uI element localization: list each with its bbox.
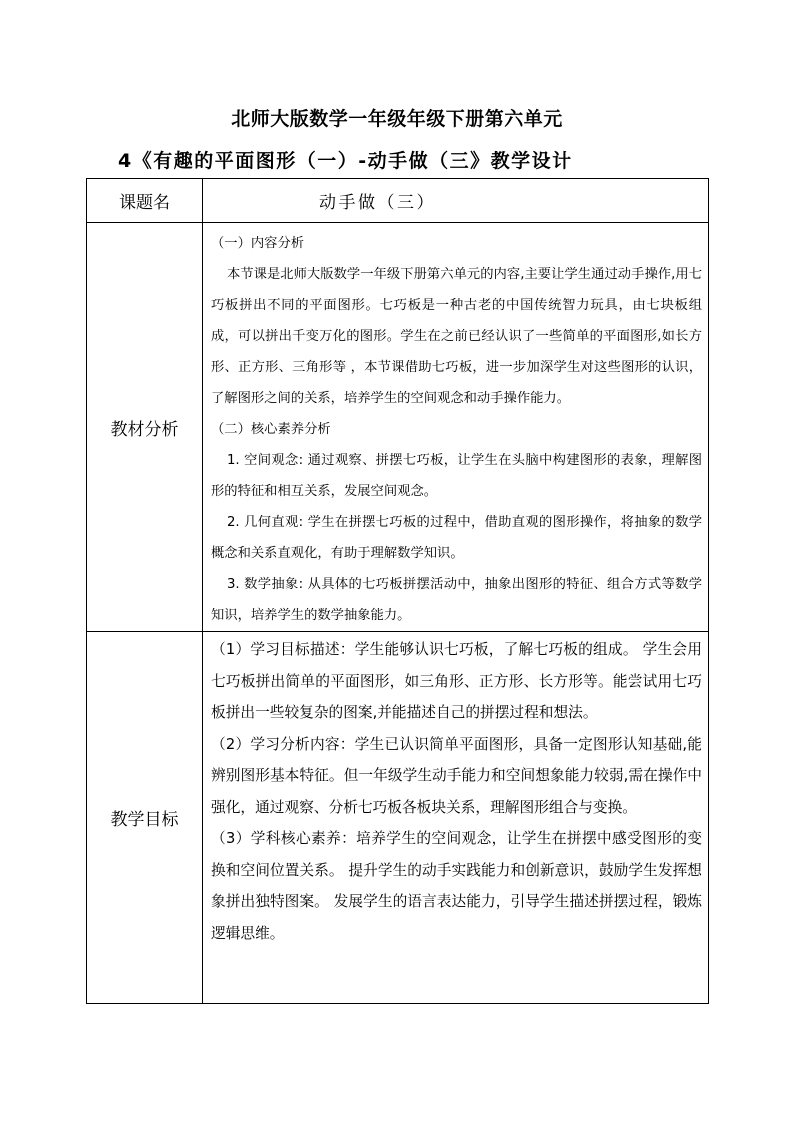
goals-content [203, 632, 709, 1004]
goals-label: 教学目标 [87, 632, 203, 1004]
analysis-content [203, 223, 709, 632]
table-row-analysis [87, 223, 709, 632]
topic-label: 课题名 [87, 179, 203, 223]
table-row-topic [87, 179, 709, 223]
analysis-heading-literacy: （二）核心素养分析 [211, 422, 331, 437]
topic-value: 动手做（三） [203, 179, 709, 223]
analysis-label: 教材分析 [87, 223, 203, 632]
goal-learning-objectives: （1）学习目标描述：学生能够认识七巧板，了解七巧板的组成。 学生会用七巧板拼出简单的平面图形，如三角形、正方形、长方形等。能尝试用七巧板拼出一些较复杂的图案,并能描述自己的拼摆过程和想法。 [211, 641, 702, 721]
analysis-heading-content: （一）内容分析 [211, 236, 305, 251]
document-title: 北师大版数学一年级年级下册第六单元 [231, 108, 563, 130]
analysis-item-geometry: 2. 几何直观: 学生在拼摆七巧板的过程中，借助直观的图形操作，将抽象的数学概念和关系直观化，有助于理解数学知识。 [211, 515, 702, 561]
goal-core-literacy: （3）学科核心素养：培养学生的空间观念，让学生在拼摆中感受图形的变换和空间位置关系。 提升学生的动手实践能力和创新意识，鼓励学生发挥想象拼出独特图案。 发展学生的语言表达能力，引导学生描述拼摆过程，锻炼逻辑思维。 [211, 830, 702, 942]
analysis-item-spatial: 1. 空间观念: 通过观察、拼摆七巧板，让学生在头脑中构建图形的表象，理解图形的特征和相互关系，发展空间观念。 [211, 453, 702, 499]
analysis-paragraph: 本节课是北师大版数学一年级下册第六单元的内容,主要让学生通过动手操作,用七巧板拼出不同的平面图形。七巧板是一种古老的中国传统智力玩具，由七块板组成，可以拼出千变万化的图形。学生在之前已经认识了一些简单的平面图形,如长方形、正方形、三角形等 ，本节课借助七巧板，进一步加深学生对这些图形的认识，了解图形之间的关系，培养学生的空间观念和动手操作能力。 [211, 267, 702, 406]
goal-learning-analysis: （2）学习分析内容：学生已认识简单平面图形，具备一定图形认知基础,能辨别图形基本特征。但一年级学生动手能力和空间想象能力较弱,需在操作中强化，通过观察、分析七巧板各板块关系，理解图形组合与变换。 [211, 735, 702, 816]
lesson-plan-table [86, 178, 709, 1004]
table-row-goals [87, 632, 709, 1004]
analysis-item-abstraction: 3. 数学抽象: 从具体的七巧板拼摆活动中，抽象出图形的特征、组合方式等数学知识，培养学生的数学抽象能力。 [211, 577, 702, 623]
document-subtitle: 4《有趣的平面图形（一）-动手做（三》教学设计 [118, 150, 573, 172]
